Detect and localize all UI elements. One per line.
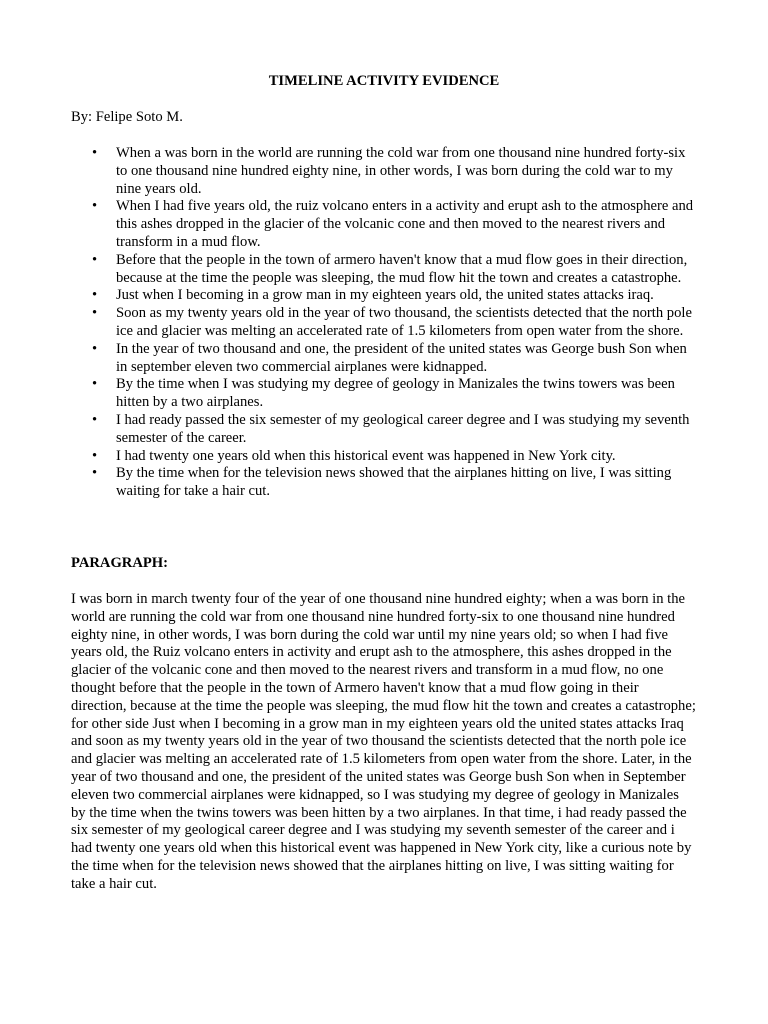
list-item-text: Before that the people in the town of armero haven't know that a mud flow goes in their direction, because at the time the people was sleeping, the mud flow hit the town and creates a catastrophe. — [116, 251, 688, 286]
bullet-icon: • — [92, 198, 98, 215]
list-item-text: Soon as my twenty years old in the year of two thousand, the scientists detected that the north pole ice and glacier was melting an accelerated rate of 1.5 kilometers from open water from the shore. — [116, 305, 692, 339]
list-item-text: When a was born in the world are running the cold war from one thousand nine hundred forty-six to one thousand nine hundred eighty nine, in other words, I was born during the cold war to my nine years old. — [116, 145, 686, 197]
list-item — [71, 305, 697, 341]
list-item-text: I had twenty one years old when this historical event was happened in New York city. — [116, 447, 616, 464]
list-item — [71, 198, 697, 251]
paragraph-heading: PARAGRAPH: — [71, 555, 169, 571]
list-item — [71, 376, 697, 412]
bullet-icon: • — [92, 145, 98, 161]
list-item-text: I had ready passed the six semester of my geological career degree and I was studying my seventh semester of the career. — [116, 411, 690, 446]
bullet-icon: • — [92, 305, 98, 322]
paragraph-body: I was born in march twenty four of the year of one thousand nine hundred eighty; when a was born in the world are running the cold war from one thousand nine hundred forty-six to one thousand nine hundred eighty nine, in other words, I was born during the cold war until my nine years old; so when I had five years old, the Ruiz volcano enters in activity and erupt ash to the atmosphere, this ashes dropped in the glacier of the volcanic cone and then moved to the nearest rivers and transform in a mud flow, no one thought before that the people in the town of Armero haven't know that a mud flow going in their direction, because at the time the people was sleeping, the mud flow hit the town and creates a catastrophe; for other side Just when I becoming in a grow man in my eighteen years old the united states attacks Iraq and soon as my twenty years old in the year of two thousand the scientists detected that the north pole ice and glacier was melting an accelerated rate of 1.5 kilometers from open water from the shore. Later, in the year of two thousand and one, the president of the united states was George bush Son when in September eleven two commercial airplanes were kidnapped, so I was studying my degree of geology in Manizales by the time when the twins towers was been hitten by a two airplanes. In that time, i had ready passed the six semester of my geological career degree and I was studying my seventh semester of the career and i had twenty one years old when this historical event was happened in New York city, like a curious note by the time when for the television news showed that the airplanes hitting on live, I was sitting waiting for take a hair cut. — [71, 591, 696, 892]
list-item — [71, 341, 697, 377]
list-item-text: Just when I becoming in a grow man in my eighteen years old, the united states attacks iraq. — [116, 287, 654, 304]
list-item-text: In the year of two thousand and one, the president of the united states was George bush Son when in september eleven two commercial airplanes were kidnapped. — [116, 340, 687, 375]
bullet-icon: • — [92, 340, 98, 357]
document-title: TIMELINE ACTIVITY EVIDENCE — [268, 73, 500, 89]
list-item — [71, 465, 697, 501]
list-item — [71, 412, 697, 448]
bullet-icon: • — [92, 251, 98, 268]
bullet-icon: • — [92, 376, 98, 393]
list-item-text: By the time when I was studying my degree of geology in Manizales the twins towers was been hitten by a two airplanes. — [116, 376, 675, 411]
bullet-icon: • — [92, 411, 98, 428]
author-line: By: Felipe Soto M. — [71, 109, 183, 125]
list-item — [71, 448, 697, 466]
list-item-text: By the time when for the television news showed that the airplanes hitting on live, I was sitting waiting for take a hair cut. — [116, 465, 672, 500]
timeline-bullet-list — [71, 145, 697, 501]
list-item — [71, 252, 697, 288]
list-item — [71, 145, 697, 198]
bullet-icon: • — [92, 465, 98, 482]
bullet-icon: • — [92, 447, 98, 464]
list-item — [71, 287, 697, 305]
bullet-icon: • — [92, 287, 98, 304]
list-item-text: When I had five years old, the ruiz volcano enters in a activity and erupt ash to the atmosphere and this ashes dropped in the glacier of the volcanic cone and then moved to the nearest rivers and transform in a mud flow. — [116, 198, 694, 250]
